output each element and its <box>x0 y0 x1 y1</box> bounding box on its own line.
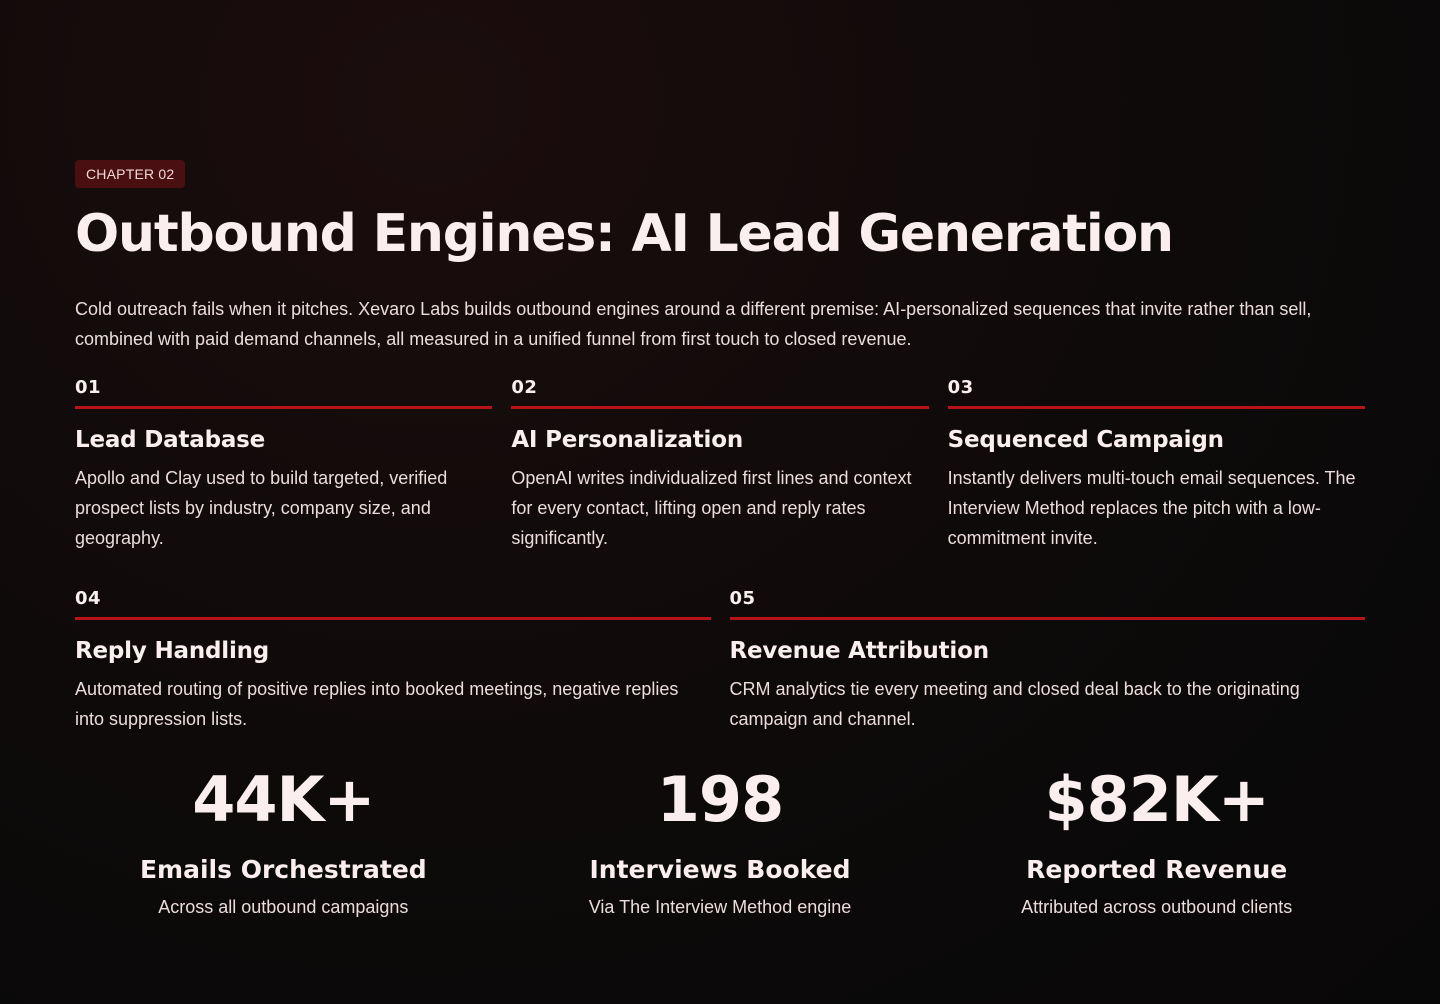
step-divider <box>511 406 928 409</box>
step-divider <box>948 406 1365 409</box>
chapter-badge: CHAPTER 02 <box>75 160 185 188</box>
step-lead-database <box>75 376 492 553</box>
stat-label: Interviews Booked <box>589 855 851 884</box>
step-number: 04 <box>75 588 102 609</box>
step-divider <box>730 617 1366 620</box>
step-reply-handling <box>75 587 711 734</box>
steps-row-top <box>75 376 1365 553</box>
step-title: Revenue Attribution <box>729 638 989 664</box>
step-description: Automated routing of positive replies into booked meetings, negative replies into suppression lists. <box>75 679 679 729</box>
step-revenue-attribution <box>730 587 1366 734</box>
stat-revenue <box>938 760 1375 920</box>
stat-caption: Attributed across outbound clients <box>1021 897 1293 917</box>
stats-row <box>65 760 1375 920</box>
step-number: 01 <box>75 377 102 398</box>
step-ai-personalization <box>511 376 928 553</box>
step-number: 03 <box>947 377 974 398</box>
stat-interviews <box>502 760 939 920</box>
stat-value: $82K+ <box>1044 763 1269 836</box>
step-divider <box>75 406 492 409</box>
step-divider <box>75 617 711 620</box>
step-description: Apollo and Clay used to build targeted, verified prospect lists by industry, company size, and geography. <box>75 468 448 548</box>
stat-label: Emails Orchestrated <box>139 855 427 884</box>
chapter-section <box>75 160 1365 734</box>
stat-emails <box>65 760 502 920</box>
stat-caption: Via The Interview Method engine <box>588 897 852 917</box>
page-title: Outbound Engines: AI Lead Generation <box>75 204 1173 264</box>
step-title: AI Personalization <box>511 427 744 453</box>
intro-paragraph: Cold outreach fails when it pitches. Xevaro Labs builds outbound engines around a different premise: AI-personalized sequences that invite rather than sell, combined with paid demand channels, all measured in a unified funnel from first touch to closed revenue. <box>75 299 1312 349</box>
stat-value: 198 <box>656 763 784 836</box>
step-title: Reply Handling <box>75 638 270 664</box>
steps-row-bottom <box>75 587 1365 734</box>
stat-caption: Across all outbound campaigns <box>158 897 409 917</box>
step-description: OpenAI writes individualized first lines and context for every contact, lifting open and reply rates significantly. <box>511 468 912 548</box>
step-description: CRM analytics tie every meeting and closed deal back to the originating campaign and channel. <box>729 679 1300 729</box>
step-title: Sequenced Campaign <box>947 427 1224 453</box>
stat-value: 44K+ <box>192 763 375 836</box>
step-number: 05 <box>729 588 756 609</box>
step-title: Lead Database <box>75 427 266 453</box>
step-sequenced-campaign <box>948 376 1365 553</box>
step-description: Instantly delivers multi-touch email sequences. The Interview Method replaces the pitch with a low-commitment invite. <box>947 468 1356 548</box>
step-number: 02 <box>511 377 538 398</box>
stat-label: Reported Revenue <box>1026 855 1288 884</box>
